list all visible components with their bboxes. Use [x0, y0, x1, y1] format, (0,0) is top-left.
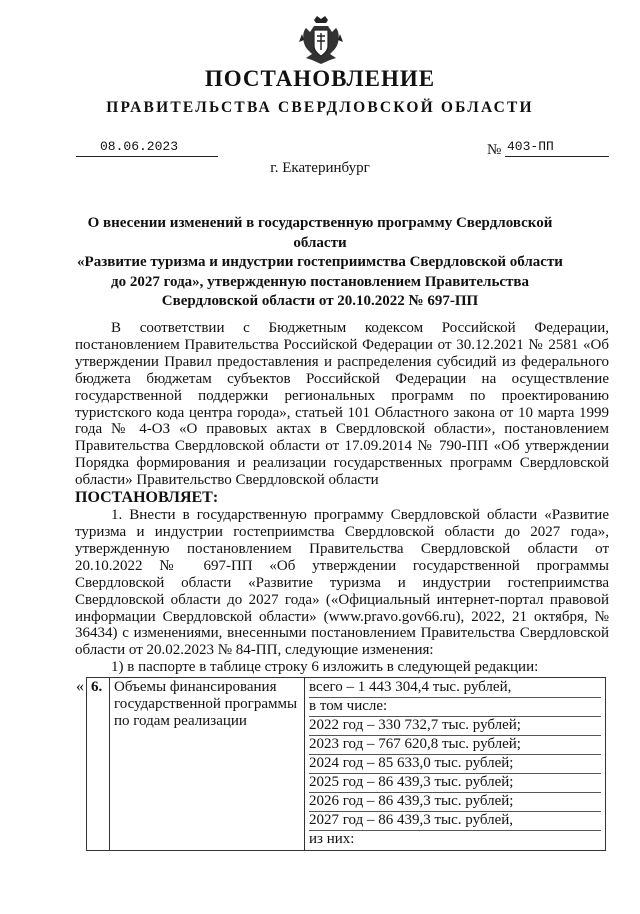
value-line: всего – 1 443 304,4 тыс. рублей,: [309, 679, 601, 698]
value-line: в том числе:: [309, 698, 601, 717]
financing-table: [86, 677, 606, 851]
document-city: г. Екатеринбург: [270, 160, 370, 176]
subject-line: О внесении изменений в государственную программу Свердловской области: [87, 215, 553, 251]
number-sign: №: [487, 142, 502, 158]
opening-quote: «: [76, 678, 84, 695]
document-issuer: ПРАВИТЕЛЬСТВА СВЕРДЛОВСКОЙ ОБЛАСТИ: [106, 99, 534, 116]
table-row: [87, 678, 606, 851]
value-line: 2027 год – 86 439,3 тыс. рублей,: [309, 812, 601, 831]
value-line: 2022 год – 330 732,7 тыс. рублей;: [309, 717, 601, 736]
document-title: ПОСТАНОВЛЕНИЕ: [204, 66, 436, 91]
document-body: [75, 320, 609, 676]
value-line: 2023 год – 767 620,8 тыс. рублей;: [309, 736, 601, 755]
decree-heading: ПОСТАНОВЛЯЕТ:: [75, 489, 219, 507]
value-line: 2025 год – 86 439,3 тыс. рублей;: [309, 774, 601, 793]
row-label: Объемы финансирования государственной программы по годам реализации: [110, 678, 305, 851]
document-date: 08.06.2023: [76, 140, 218, 157]
document-subject: [60, 214, 580, 312]
item-1-paragraph: 1. Внести в государственную программу Свердловской области «Развитие туризма и индустрии гостеприимства Свердловской области до 2027 года», утвержденную постановлением Правительства Свердловской области от 20.10.2022 № 697-ПП «Об утверждении государственной программы Свердловской области «Развитие туризма и индустрии гостеприимства Свердловской области до 2027 года» («Официальный интернет-портал правовой информации Свердловской области» (www.pravo.gov66.ru), 2022, 21 октября, № 36434) с изменениями, внесенными постановлением Правительства Свердловской области от 20.02.2023 № 84-ПП, следующие изменения:: [75, 507, 609, 659]
value-line: 2026 год – 86 439,3 тыс. рублей;: [309, 793, 601, 812]
subject-line: до 2027 года», утвержденную постановлением Правительства: [110, 273, 530, 290]
row-values: [305, 678, 606, 851]
row-number: 6.: [87, 678, 110, 851]
value-line: 2024 год – 85 633,0 тыс. рублей;: [309, 755, 601, 774]
document-number: 403-ПП: [505, 140, 609, 157]
subject-line: Свердловской области от 20.10.2022 № 697-ПП: [161, 293, 479, 309]
item-1-subitem-1: 1) в паспорте в таблице строку 6 изложить в следующей редакции:: [111, 659, 539, 676]
preamble-paragraph: В соответствии с Бюджетным кодексом Российской Федерации, постановлением Правительства Российской Федерации от 30.12.2021 № 2581 «Об утверждении Правил предоставления и распределения субсидий из федерального бюджета бюджетам субъектов Российской Федерации на осуществление государственной поддержки региональных программ по проектированию туристского кода центра города», статьей 101 Областного закона от 10 марта 1999 года № 4-ОЗ «О правовых актах в Свердловской области», постановлением Правительства Свердловской области от 17.09.2014 № 790-ПП «Об утверждении Порядка формирования и реализации государственных программ Свердловской области» Правительство Свердловской области: [75, 320, 609, 489]
subject-line: «Развитие туризма и индустрии гостеприимства Свердловской области: [77, 254, 563, 270]
value-line: из них:: [309, 831, 355, 847]
coat-of-arms-icon: [298, 14, 344, 66]
